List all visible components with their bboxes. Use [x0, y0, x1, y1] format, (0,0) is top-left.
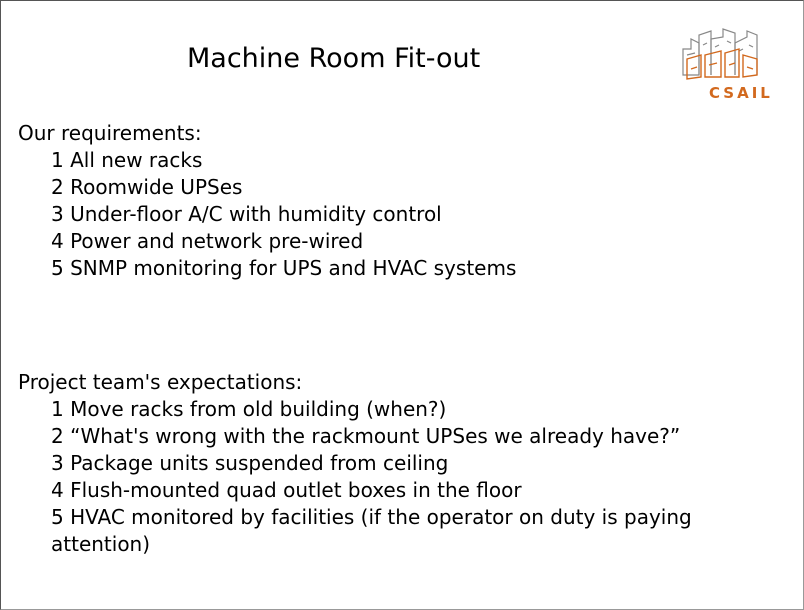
expectations-section [18, 369, 698, 558]
requirements-list [18, 147, 718, 282]
expectation-item: 2 “What's wrong with the rackmount UPSes we already have?” [51, 424, 681, 448]
slide-title: Machine Room Fit-out [187, 43, 481, 74]
expectations-list [18, 396, 698, 558]
requirement-item: 4 Power and network pre-wired [51, 229, 364, 253]
requirement-item: 1 All new racks [51, 148, 203, 172]
expectations-heading: Project team's expectations: [18, 370, 303, 394]
expectation-item: 3 Package units suspended from ceiling [51, 451, 449, 475]
requirement-item: 2 Roomwide UPSes [51, 175, 243, 199]
requirement-item: 3 Under-floor A/C with humidity control [51, 202, 442, 226]
csail-logo-text: CSAIL [709, 84, 773, 102]
requirements-heading: Our requirements: [18, 121, 202, 145]
expectation-item: 1 Move racks from old building (when?) [51, 397, 447, 421]
requirements-section [18, 120, 718, 282]
requirement-item: 5 SNMP monitoring for UPS and HVAC systems [51, 256, 517, 280]
expectation-item: 5 HVAC monitored by facilities (if the operator on duty is paying attention) [51, 505, 692, 556]
expectation-item: 4 Flush-mounted quad outlet boxes in the floor [51, 478, 522, 502]
